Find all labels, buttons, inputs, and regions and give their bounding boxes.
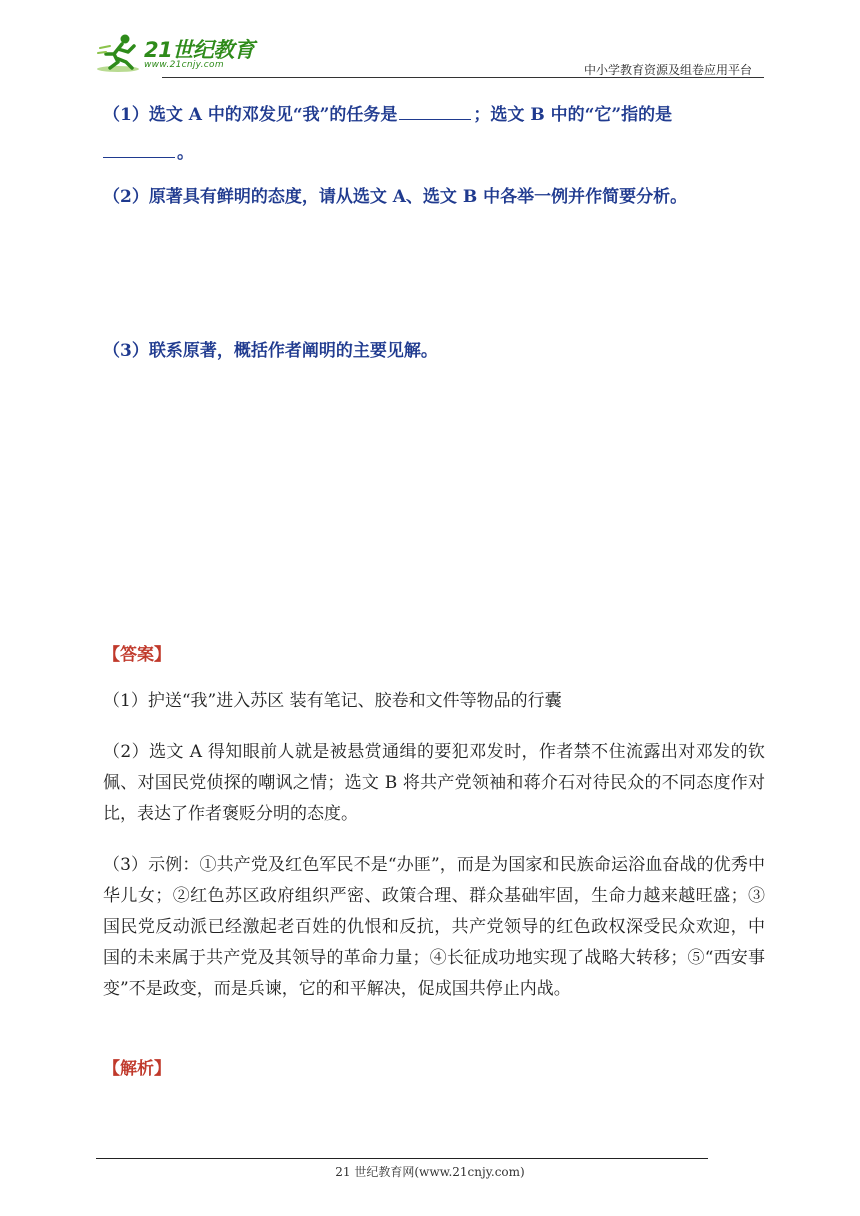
- header-divider: [162, 77, 764, 78]
- question-1: [103, 96, 765, 134]
- footer-divider: [96, 1158, 708, 1159]
- answer-label: 【答案】: [103, 645, 171, 665]
- answer-blank-1: [399, 118, 471, 120]
- page-header: [96, 28, 764, 78]
- answer-2: （2）选文 A 得知眼前人就是被悬赏通缉的要犯邓发时，作者禁不住流露出对邓发的钦佩、对国民党侦探的嘲讽之情；选文 B 将共产党领袖和蒋介石对待民众的不同态度作对比，表达了作者褒贬分明的态度。: [103, 742, 765, 824]
- logo: [96, 32, 266, 74]
- question-1-part1: （1）选文 A 中的邓发见“我”的任务是: [103, 105, 398, 125]
- runner-logo-icon: [96, 32, 142, 74]
- logo-url: www.21cnjy.com: [144, 60, 224, 70]
- answer-blank-2: [103, 156, 175, 158]
- question-1-part2: ；选文 B 中的“它”指的是: [473, 105, 673, 125]
- answer-3: （3）示例：①共产党及红色军民不是“办匪”，而是为国家和民族命运浴血奋战的优秀中华儿女；②红色苏区政府组织严密、政策合理、群众基础牢固，生命力越来越旺盛；③国民党反动派已经激起老百姓的仇恨和反抗，共产党领导的红色政权深受民众欢迎，中国的未来属于共产党及其领导的革命力量；④长征成功地实现了战略大转移；⑤“西安事变”不是政变，而是兵谏，它的和平解决，促成国共停止内战。: [103, 855, 765, 999]
- question-1-end: 。: [177, 143, 194, 163]
- logo-text: 21世纪教育: [144, 38, 255, 62]
- answer-1: （1）护送“我”进入苏区 装有笔记、胶卷和文件等物品的行囊: [103, 691, 562, 711]
- analysis-label: 【解析】: [103, 1059, 171, 1079]
- question-3: （3）联系原著，概括作者阐明的主要见解。: [103, 341, 438, 361]
- page-footer: 21 世纪教育网(www.21cnjy.com): [335, 1165, 525, 1179]
- platform-name: 中小学教育资源及组卷应用平台: [583, 63, 752, 77]
- question-1-continued: [103, 134, 765, 172]
- question-2: （2）原著具有鲜明的态度，请从选文 A、选文 B 中各举一例并作简要分析。: [103, 187, 688, 207]
